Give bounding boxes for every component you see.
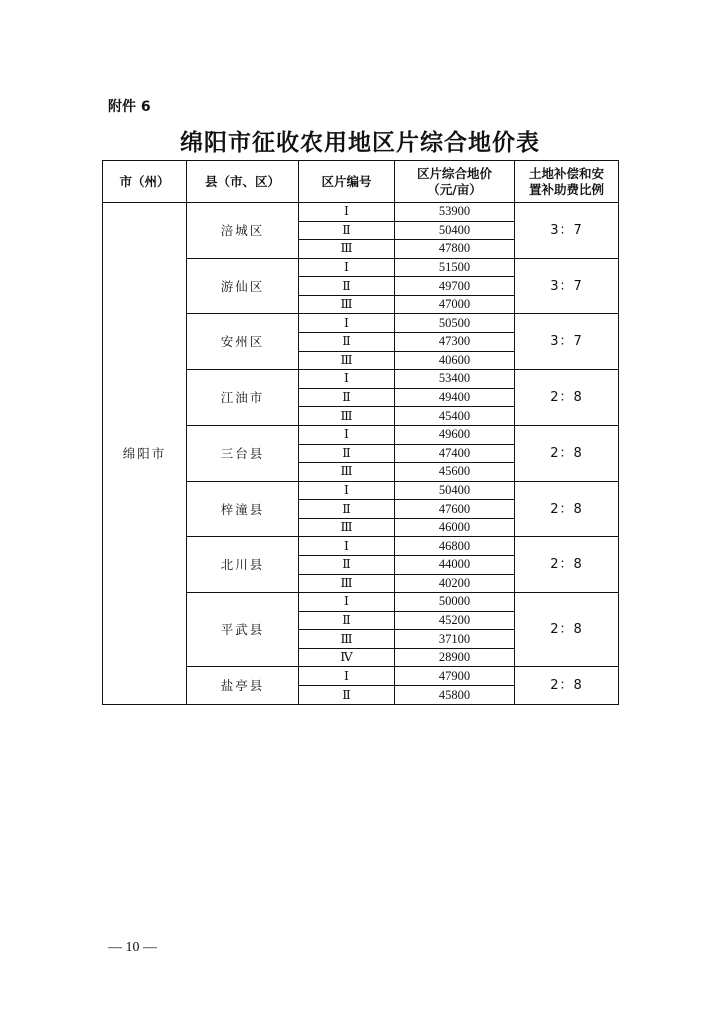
price-cell: 45600 xyxy=(395,463,515,482)
price-cell: 51500 xyxy=(395,258,515,277)
page-number: — 10 — xyxy=(108,940,157,955)
header-county: 县（市、区） xyxy=(187,161,299,203)
price-cell: 47600 xyxy=(395,500,515,519)
zone-cell: Ⅰ xyxy=(299,481,395,500)
price-cell: 28900 xyxy=(395,648,515,667)
ratio-cell: 2：8 xyxy=(515,593,619,667)
zone-cell: Ⅲ xyxy=(299,240,395,259)
district-name-cell: 游仙区 xyxy=(187,258,299,314)
price-cell: 47800 xyxy=(395,240,515,259)
header-price-line1: 区片综合地价 xyxy=(416,165,492,181)
zone-cell: Ⅲ xyxy=(299,407,395,426)
zone-cell: Ⅱ xyxy=(299,686,395,705)
header-city: 市（州） xyxy=(103,161,187,203)
price-cell: 50400 xyxy=(395,481,515,500)
price-cell: 50500 xyxy=(395,314,515,333)
price-cell: 47400 xyxy=(395,444,515,463)
zone-cell: Ⅰ xyxy=(299,425,395,444)
zone-cell: Ⅲ xyxy=(299,630,395,649)
price-cell: 50000 xyxy=(395,593,515,612)
zone-cell: Ⅰ xyxy=(299,667,395,686)
price-cell: 47000 xyxy=(395,295,515,314)
header-price-line2: （元/亩） xyxy=(427,181,482,197)
zone-cell: Ⅱ xyxy=(299,388,395,407)
district-name-cell: 安州区 xyxy=(187,314,299,370)
price-cell: 49400 xyxy=(395,388,515,407)
district-name-cell: 江油市 xyxy=(187,370,299,426)
price-cell: 37100 xyxy=(395,630,515,649)
zone-cell: Ⅰ xyxy=(299,203,395,222)
zone-cell: Ⅱ xyxy=(299,555,395,574)
ratio-cell: 3：7 xyxy=(515,203,619,259)
district-name-cell: 北川县 xyxy=(187,537,299,593)
zone-cell: Ⅲ xyxy=(299,295,395,314)
zone-cell: Ⅱ xyxy=(299,333,395,352)
district-name-cell: 平武县 xyxy=(187,593,299,667)
price-cell: 46000 xyxy=(395,518,515,537)
price-cell: 44000 xyxy=(395,555,515,574)
zone-cell: Ⅱ xyxy=(299,221,395,240)
price-cell: 49700 xyxy=(395,277,515,296)
city-cell: 绵阳市 xyxy=(103,203,187,705)
price-cell: 45800 xyxy=(395,686,515,705)
zone-cell: Ⅰ xyxy=(299,314,395,333)
table-header-row xyxy=(103,161,619,203)
district-name-cell: 三台县 xyxy=(187,425,299,481)
zone-cell: Ⅱ xyxy=(299,500,395,519)
price-cell: 45200 xyxy=(395,611,515,630)
ratio-cell: 3：7 xyxy=(515,258,619,314)
price-cell: 40600 xyxy=(395,351,515,370)
header-zone: 区片编号 xyxy=(299,161,395,203)
zone-cell: Ⅰ xyxy=(299,370,395,389)
district-name-cell: 涪城区 xyxy=(187,203,299,259)
price-cell: 50400 xyxy=(395,221,515,240)
price-cell: 40200 xyxy=(395,574,515,593)
document-title: 绵阳市征收农用地区片综合地价表 xyxy=(180,129,540,156)
zone-cell: Ⅳ xyxy=(299,648,395,667)
ratio-cell: 2：8 xyxy=(515,667,619,705)
header-ratio-line1: 土地补偿和安 xyxy=(528,165,604,181)
ratio-cell: 3：7 xyxy=(515,314,619,370)
zone-cell: Ⅰ xyxy=(299,258,395,277)
header-ratio xyxy=(515,161,619,203)
table-body xyxy=(103,203,619,705)
ratio-cell: 2：8 xyxy=(515,481,619,537)
price-cell: 47300 xyxy=(395,333,515,352)
table-row xyxy=(103,203,619,222)
price-cell: 53900 xyxy=(395,203,515,222)
zone-cell: Ⅰ xyxy=(299,537,395,556)
district-name-cell: 盐亭县 xyxy=(187,667,299,705)
zone-cell: Ⅲ xyxy=(299,463,395,482)
zone-cell: Ⅲ xyxy=(299,351,395,370)
land-price-table xyxy=(102,160,619,705)
price-cell: 46800 xyxy=(395,537,515,556)
header-ratio-line2: 置补助费比例 xyxy=(528,181,604,197)
zone-cell: Ⅲ xyxy=(299,574,395,593)
district-name-cell: 梓潼县 xyxy=(187,481,299,537)
price-cell: 49600 xyxy=(395,425,515,444)
ratio-cell: 2：8 xyxy=(515,537,619,593)
zone-cell: Ⅱ xyxy=(299,444,395,463)
attachment-label: 附件 6 xyxy=(108,99,151,115)
ratio-cell: 2：8 xyxy=(515,370,619,426)
price-cell: 53400 xyxy=(395,370,515,389)
zone-cell: Ⅰ xyxy=(299,593,395,612)
header-price xyxy=(395,161,515,203)
zone-cell: Ⅱ xyxy=(299,277,395,296)
zone-cell: Ⅱ xyxy=(299,611,395,630)
ratio-cell: 2：8 xyxy=(515,425,619,481)
zone-cell: Ⅲ xyxy=(299,518,395,537)
price-cell: 47900 xyxy=(395,667,515,686)
price-cell: 45400 xyxy=(395,407,515,426)
